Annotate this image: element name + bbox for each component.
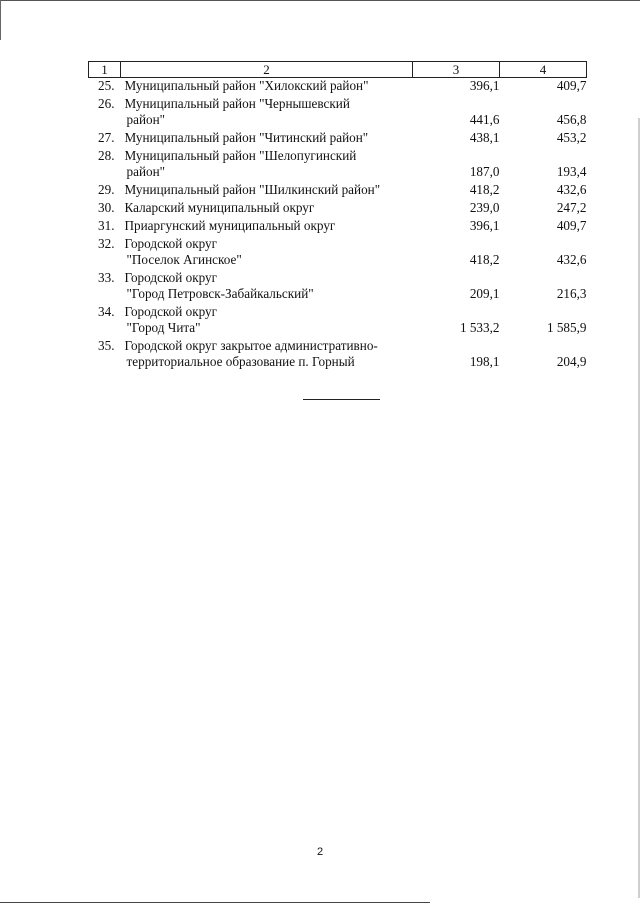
row-value-col4: 409,7	[556, 78, 587, 93]
header-cell-1: 1	[89, 62, 121, 78]
row-name	[121, 304, 413, 338]
row-name-line: Муниципальный район "Хилокский район"	[124, 78, 369, 93]
row-number: 35.	[98, 338, 115, 353]
page-number: 2	[316, 846, 324, 858]
table-row	[89, 270, 587, 304]
header-cell-4: 4	[500, 62, 587, 78]
row-value-col3: 418,2	[469, 182, 500, 197]
row-name-line: "Поселок Агинское"	[126, 252, 242, 267]
header-cell-2: 2	[121, 62, 413, 78]
row-value-col3: 441,6	[469, 112, 500, 127]
row-number: 26.	[98, 96, 115, 111]
row-name-line: Городской округ закрытое административно-	[124, 338, 378, 353]
table-row	[89, 96, 587, 130]
row-number: 28.	[98, 148, 115, 163]
row-name	[121, 182, 413, 200]
table-row	[89, 200, 587, 218]
row-value-col3: 209,1	[469, 286, 500, 301]
row-value-col3: 239,0	[469, 200, 500, 215]
row-name-line: Городской округ	[124, 270, 218, 285]
row-name-line: Муниципальный район "Читинский район"	[124, 130, 369, 145]
row-value-col4: 193,4	[556, 164, 587, 179]
row-value-col4: 432,6	[556, 252, 587, 267]
table-row	[89, 182, 587, 200]
row-value-col4: 247,2	[556, 200, 587, 215]
row-name-line: Приаргунский муниципальный округ	[124, 218, 336, 233]
row-name	[121, 338, 413, 372]
table-row	[89, 236, 587, 270]
row-name-line: район"	[126, 112, 166, 127]
scan-edge-bottom	[0, 902, 430, 903]
row-value-col4: 409,7	[556, 218, 587, 233]
row-number: 31.	[98, 218, 115, 233]
row-number: 32.	[98, 236, 115, 251]
table-row	[89, 148, 587, 182]
row-name	[121, 218, 413, 236]
row-number: 29.	[98, 182, 115, 197]
row-value-col4: 432,6	[556, 182, 587, 197]
row-value-col3: 187,0	[469, 164, 500, 179]
row-name	[121, 200, 413, 218]
separator-line	[303, 399, 380, 400]
row-name	[121, 148, 413, 182]
row-name	[121, 270, 413, 304]
row-name-line: Городской округ	[124, 304, 218, 319]
data-table	[88, 61, 587, 372]
row-value-col3: 396,1	[469, 218, 500, 233]
row-name-line: "Город Петровск-Забайкальский"	[126, 286, 314, 301]
row-value-col4: 216,3	[556, 286, 587, 301]
header-row	[89, 62, 587, 78]
row-number: 25.	[98, 78, 115, 93]
scan-edge-top	[0, 0, 640, 1]
row-name-line: район"	[126, 164, 166, 179]
row-name-line: Муниципальный район "Шилкинский район"	[124, 182, 381, 197]
row-name-line: Муниципальный район "Чернышевский	[124, 96, 350, 111]
row-number: 27.	[98, 130, 115, 145]
row-number: 34.	[98, 304, 115, 319]
row-value-col4: 456,8	[556, 112, 587, 127]
row-name	[121, 96, 413, 130]
table-header	[89, 62, 587, 78]
table-row	[89, 78, 587, 97]
scan-edge-left	[0, 0, 1, 40]
row-value-col3: 396,1	[469, 78, 500, 93]
row-value-col3: 438,1	[469, 130, 500, 145]
row-name	[121, 236, 413, 270]
row-number: 33.	[98, 270, 115, 285]
row-name	[121, 130, 413, 148]
row-value-col3: 1 533,2	[459, 320, 500, 335]
row-name-line: "Город Чита"	[126, 320, 201, 335]
row-value-col3: 198,1	[469, 354, 500, 369]
row-name-line: Городской округ	[124, 236, 218, 251]
table-body	[89, 78, 587, 373]
row-value-col4: 204,9	[556, 354, 587, 369]
row-name-line: Муниципальный район "Шелопугинский	[124, 148, 357, 163]
header-cell-3: 3	[413, 62, 500, 78]
row-value-col4: 453,2	[556, 130, 587, 145]
table-row	[89, 304, 587, 338]
row-value-col3: 418,2	[469, 252, 500, 267]
row-name-line: территориальное образование п. Горный	[126, 354, 355, 369]
row-name-line: Каларский муниципальный округ	[124, 200, 315, 215]
table-row	[89, 338, 587, 372]
row-value-col4: 1 585,9	[546, 320, 587, 335]
row-name	[121, 78, 413, 97]
table-row	[89, 130, 587, 148]
row-number: 30.	[98, 200, 115, 215]
table-row	[89, 218, 587, 236]
